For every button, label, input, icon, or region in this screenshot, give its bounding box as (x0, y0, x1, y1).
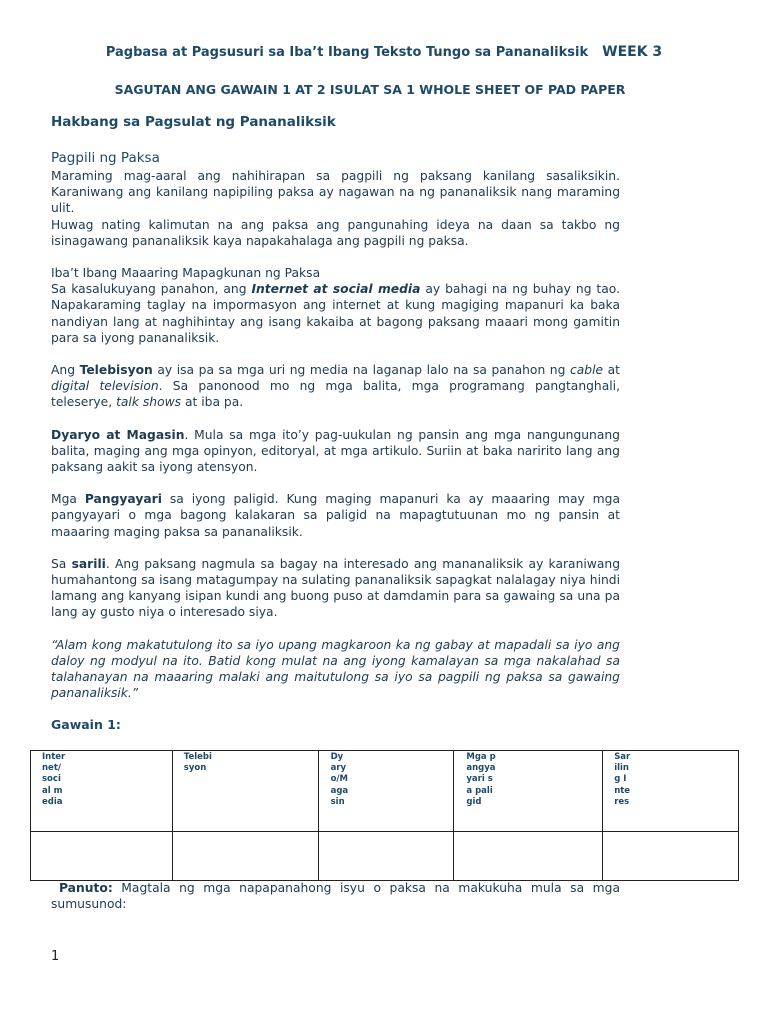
paragraph-events (51, 491, 620, 540)
section-heading: Hakbang sa Pagsulat ng Pananaliksik (51, 114, 336, 130)
table-header-cell (603, 751, 739, 832)
text-run: . Ang paksang nagmula sa bagay na interesado ang mananaliksik ay karaniwang humahantong sa isang matagumpay na sulating pananaliksik sapagkat nalalagay niya hindi lamang ang kanyang isipan kundi ang buong puso at damdamin para sa gawaing sa una pa lang ay gusto niya o interesado siya. (51, 556, 620, 620)
table-header-cell (172, 751, 318, 832)
paragraph-2: Huwag nating kalimutan na ang paksa ang pangunahing ideya na daan sa takbo ng isinagawang pananaliksik kaya napakahalaga ang pagpili ng paksa. (51, 217, 620, 248)
activity-title: Gawain 1: (51, 717, 121, 732)
text-run: Sa (51, 556, 72, 571)
activity-table (30, 750, 739, 881)
text-run: Mga (51, 492, 85, 507)
answer-cell[interactable] (318, 832, 454, 881)
table-row (31, 832, 739, 881)
text-run: ay isa pa sa mga uri ng media na laganap lalo na sa panahon ng (152, 363, 570, 378)
instruction-header: SAGUTAN ANG GAWAIN 1 AT 2 ISULAT SA 1 WHOLE SHEET OF PAD PAPER (114, 82, 626, 97)
answer-cell[interactable] (172, 832, 318, 881)
column-label: Internet/social media (42, 752, 66, 807)
text-run: at iba pa. (181, 395, 244, 410)
instructions-label: Panuto: (59, 881, 113, 895)
emphasis-events: Pangyayari (84, 492, 162, 507)
text-run: ay bahagi na ng buhay ng tao. Napakaraming taglay na impormasyon ang internet at kung magiging mapanuri ka baka nandiyan lang at naghihintay ang isang kakaiba at bagong paksang maaari mong gamitin para sa iyong pananaliksik. (51, 282, 621, 345)
paragraph-television (51, 362, 620, 411)
quote-paragraph: “Alam kong makatutulong ito sa iyo upang magkaroon ka ng gabay at mapadali sa iyo ang daloy ng modyul na ito. Batid kong mulat na ang iyong kamalayan sa mga nakalahad sa talahanayan na maaaring malaki ang maitutulong sa iyo sa pagpili ng paksa sa gawaing pananaliksik.” (51, 637, 620, 701)
table-header-row (31, 751, 739, 832)
instructions-paragraph (51, 880, 620, 912)
column-label: Dyaryo/Magasin (330, 752, 349, 807)
emphasis-newspaper: Dyaryo at Magasin (51, 427, 185, 442)
week-label: WEEK 3 (602, 44, 663, 60)
text-run: at (603, 363, 620, 378)
answer-cell[interactable] (603, 832, 739, 881)
text-run: . Mula sa mga ito’y pag-uukulan ng pansin ang mga nangungunang balita, maging ang mga opinyon, editoryal, at mga artikulo. Suriin at baka naririto lang ang paksang aakit sa iyong atensyon. (51, 427, 620, 475)
emphasis-digital-tv: digital television (51, 379, 159, 394)
column-label: Mga pangyayari sa paligid (466, 752, 496, 807)
emphasis-talk-shows: talk shows (116, 395, 182, 410)
table-header-cell (31, 751, 173, 832)
sources-title: Iba’t Ibang Maaaring Mapagkunan ng Paksa (51, 266, 321, 281)
table-header-cell (318, 751, 454, 832)
text-run: sa iyong paligid. Kung maging mapanuri ka ay maaaring may mga pangyayari o mga bagong kalakaran sa paligid na mapagtutuunan mo ng pansin at maaaring maging paksa sa pananaliksik. (51, 492, 620, 539)
instructions-text: Magtala ng mga napapanahong isyu o paksa na makukuha mula sa mga sumusunod: (51, 881, 620, 912)
text-run: Ang (51, 363, 80, 378)
column-label: Telebisyon (183, 752, 212, 774)
document-title (0, 44, 768, 60)
page-number: 1 (51, 949, 60, 964)
answer-cell[interactable] (454, 832, 603, 881)
emphasis-self: sarili (71, 556, 106, 571)
text-run: Sa kasalukuyang panahon, ang (51, 282, 252, 297)
answer-cell[interactable] (31, 832, 173, 881)
emphasis-internet: Internet at social media (251, 282, 421, 297)
column-label: Sariling Interes (614, 752, 631, 807)
body-text (51, 168, 620, 701)
text-run: . Sa panonood mo ng mga balita, mga programang pangtanghali, teleserye, (51, 379, 620, 410)
section-subheading: Pagpili ng Paksa (51, 150, 160, 166)
table-header-cell (454, 751, 603, 832)
paragraph-1: Maraming mag-aaral ang nahihirapan sa pagpili ng paksang kanilang sasaliksikin. Karaniwang ang kanilang napipiling paksa ay nagawan na ng pananaliksik nang maraming ulit. (51, 169, 620, 216)
paragraph-internet (51, 281, 620, 346)
emphasis-television: Telebisyon (79, 363, 153, 378)
paragraph-newspaper (51, 427, 620, 476)
title-text: Pagbasa at Pagsusuri sa Iba’t Ibang Teksto Tungo sa Pananaliksik (105, 45, 589, 60)
paragraph-self (51, 556, 620, 621)
emphasis-cable: cable (569, 363, 604, 378)
